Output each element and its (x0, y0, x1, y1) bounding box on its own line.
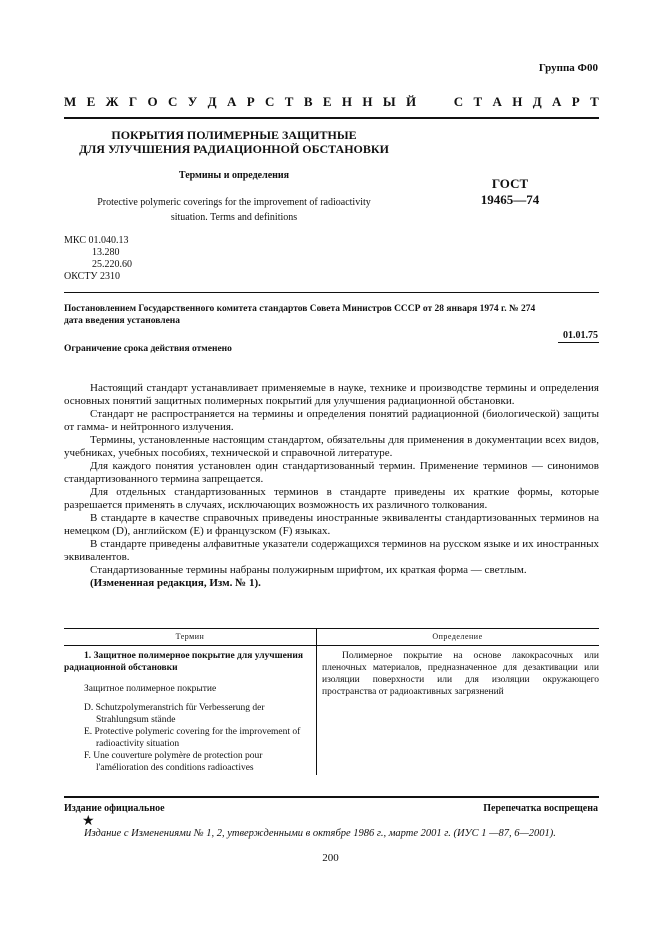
date-underline (558, 342, 599, 343)
heading-letter: В (303, 94, 313, 109)
english-title-line-2: situation. Terms and definitions (170, 212, 298, 223)
paragraph: В стандарте приведены алфавитные указатели содержащихся терминов на русском языке и их иностранных эквивалентов. (64, 538, 599, 563)
heading-letter: С (453, 94, 464, 109)
page-number: 200 (322, 852, 339, 864)
decree-date-text: дата введения установлена (64, 316, 181, 326)
equivalent-english: E. Protective polymeric covering for the improvement of radioactivity situation (84, 727, 301, 749)
reprint-prohibited: Перепечатка воспрещена (483, 803, 598, 814)
heading-letter: Ж (105, 94, 119, 109)
heading-letter: У (187, 94, 198, 109)
definition-text: Полимерное покрытие на основе лакокрасочных или пленочных материалов, предназначенное для дезактивации или изоляции поверхности или для изоляции окружающего пространства от радиоактивных загрязнений (322, 651, 599, 697)
heading-letter: Р (571, 94, 580, 109)
heading-letter: М (64, 94, 77, 109)
decree-block (64, 303, 599, 327)
paragraph: Стандарт не распространяется на термины и определения понятий радиационной (биологической) защиты от гамма- и нейтронного излучения. (64, 408, 599, 433)
table-header-rule (64, 645, 599, 646)
mks-code-3: 25.220.60 (92, 259, 132, 270)
heading-letter: А (552, 94, 562, 109)
okstu-code: ОКСТУ 2310 (64, 271, 121, 282)
heading-letter: Е (86, 94, 96, 109)
term-main: 1. Защитное полимерное покрытие для улучшения радиационной обстановки (64, 651, 303, 673)
column-header-term: Термин (175, 632, 205, 641)
heading-letter: Е (322, 94, 332, 109)
document-subtitle: Термины и определения (178, 170, 290, 181)
changes-note: Издание с Изменениями № 1, 2, утвержденными в октябре 1986 г., марте 2001 г. (ИУС 1 —87, 6—2001). (84, 828, 556, 839)
gost-label: ГОСТ (491, 176, 529, 191)
heading-letter: А (226, 94, 237, 109)
english-title-line-1: Protective polymeric coverings for the improvement of radioactivity (97, 197, 371, 208)
heading-letter: А (492, 94, 502, 109)
column-header-definition: Определение (432, 632, 483, 641)
heading-letter: О (147, 94, 158, 109)
mks-code-2: 13.280 (92, 247, 120, 258)
bottom-rule (64, 796, 599, 798)
official-edition: Издание официальное (64, 803, 165, 814)
equivalent-french: F. Une couverture polymère de protection pour l'amélioration des conditions radioactives (84, 751, 263, 773)
definition-cell (322, 650, 599, 698)
heading-letter: Т (473, 94, 483, 109)
title-line-1: ПОКРЫТИЯ ПОЛИМЕРНЫЕ ЗАЩИТНЫЕ (111, 128, 357, 142)
mks-code-1: МКС 01.040.13 (64, 235, 129, 246)
validity-limit-note: Ограничение срока действия отменено (64, 344, 232, 354)
gost-number: 19465—74 (480, 192, 540, 207)
group-code: Группа Ф00 (538, 62, 598, 74)
heading-letter: С (168, 94, 178, 109)
introduction-date: 01.01.75 (563, 330, 598, 341)
heading-letter: Р (246, 94, 255, 109)
middle-rule (64, 292, 599, 293)
heading-letter: Д (532, 94, 542, 109)
paragraph: Для отдельных стандартизованных терминов в стандарте приведены их краткие формы, которые разрешается применять в случаях, исключающих возможность их различного толкования. (64, 486, 599, 511)
heading-letter: С (265, 94, 275, 109)
term-cell (64, 650, 310, 774)
standard-type-heading (64, 94, 599, 110)
revision-note: (Измененная редакция, Изм. № 1). (90, 577, 261, 589)
paragraph: В стандарте в качестве справочных приведены иностранные эквиваленты стандартизованных терминов на немецком (D), английском (E) и французском (F) языках. (64, 512, 599, 537)
decree-text: Постановлением Государственного комитета стандартов Совета Министров СССР от 28 января 1974 г. № 274 (64, 304, 536, 314)
star-icon: ★ (82, 813, 95, 829)
classification-codes (64, 235, 132, 283)
heading-letter: Г (128, 94, 138, 109)
paragraph: Термины, установленные настоящим стандартом, обязательны для применения в документации всех видов, учебниках, учебных пособиях, технической и справочной литературе. (64, 434, 599, 459)
paragraph: Настоящий стандарт устанавливает применяемые в науке, технике и производстве термины и определения основных понятий защитных полимерных покрытий для улучшения радиационной обстановки. (64, 382, 599, 407)
paragraph: Для каждого понятия установлен один стандартизованный термин. Применение терминов — синонимов стандартизованного термина запрещается. (64, 460, 599, 485)
column-divider (316, 629, 317, 775)
terms-table (64, 628, 599, 775)
paragraph: Стандартизованные термины набраны полужирным шрифтом, их краткая форма — светлым. (90, 564, 527, 576)
table-header (64, 632, 599, 644)
heading-letter (426, 94, 429, 110)
heading-letter: Ы (382, 94, 396, 109)
heading-letter: Д (207, 94, 217, 109)
introduction-text (64, 382, 599, 590)
heading-letter: Т (284, 94, 294, 109)
gost-designation (440, 176, 580, 208)
term-short-form: Защитное полимерное покрытие (84, 684, 217, 694)
title-line-2: ДЛЯ УЛУЧШЕНИЯ РАДИАЦИОННОЙ ОБСТАНОВКИ (79, 142, 389, 156)
top-rule (64, 117, 599, 119)
heading-letter (440, 94, 443, 110)
heading-letter: Н (512, 94, 523, 109)
document-title (64, 128, 404, 156)
heading-letter: Н (341, 94, 353, 109)
equivalent-german: D. Schutzpolymeranstrich für Verbesserung der Strahlungsum stände (84, 703, 265, 725)
english-title (64, 195, 404, 225)
heading-letter: Й (405, 94, 417, 109)
heading-letter: Н (362, 94, 373, 109)
heading-letter: Т (590, 94, 599, 109)
